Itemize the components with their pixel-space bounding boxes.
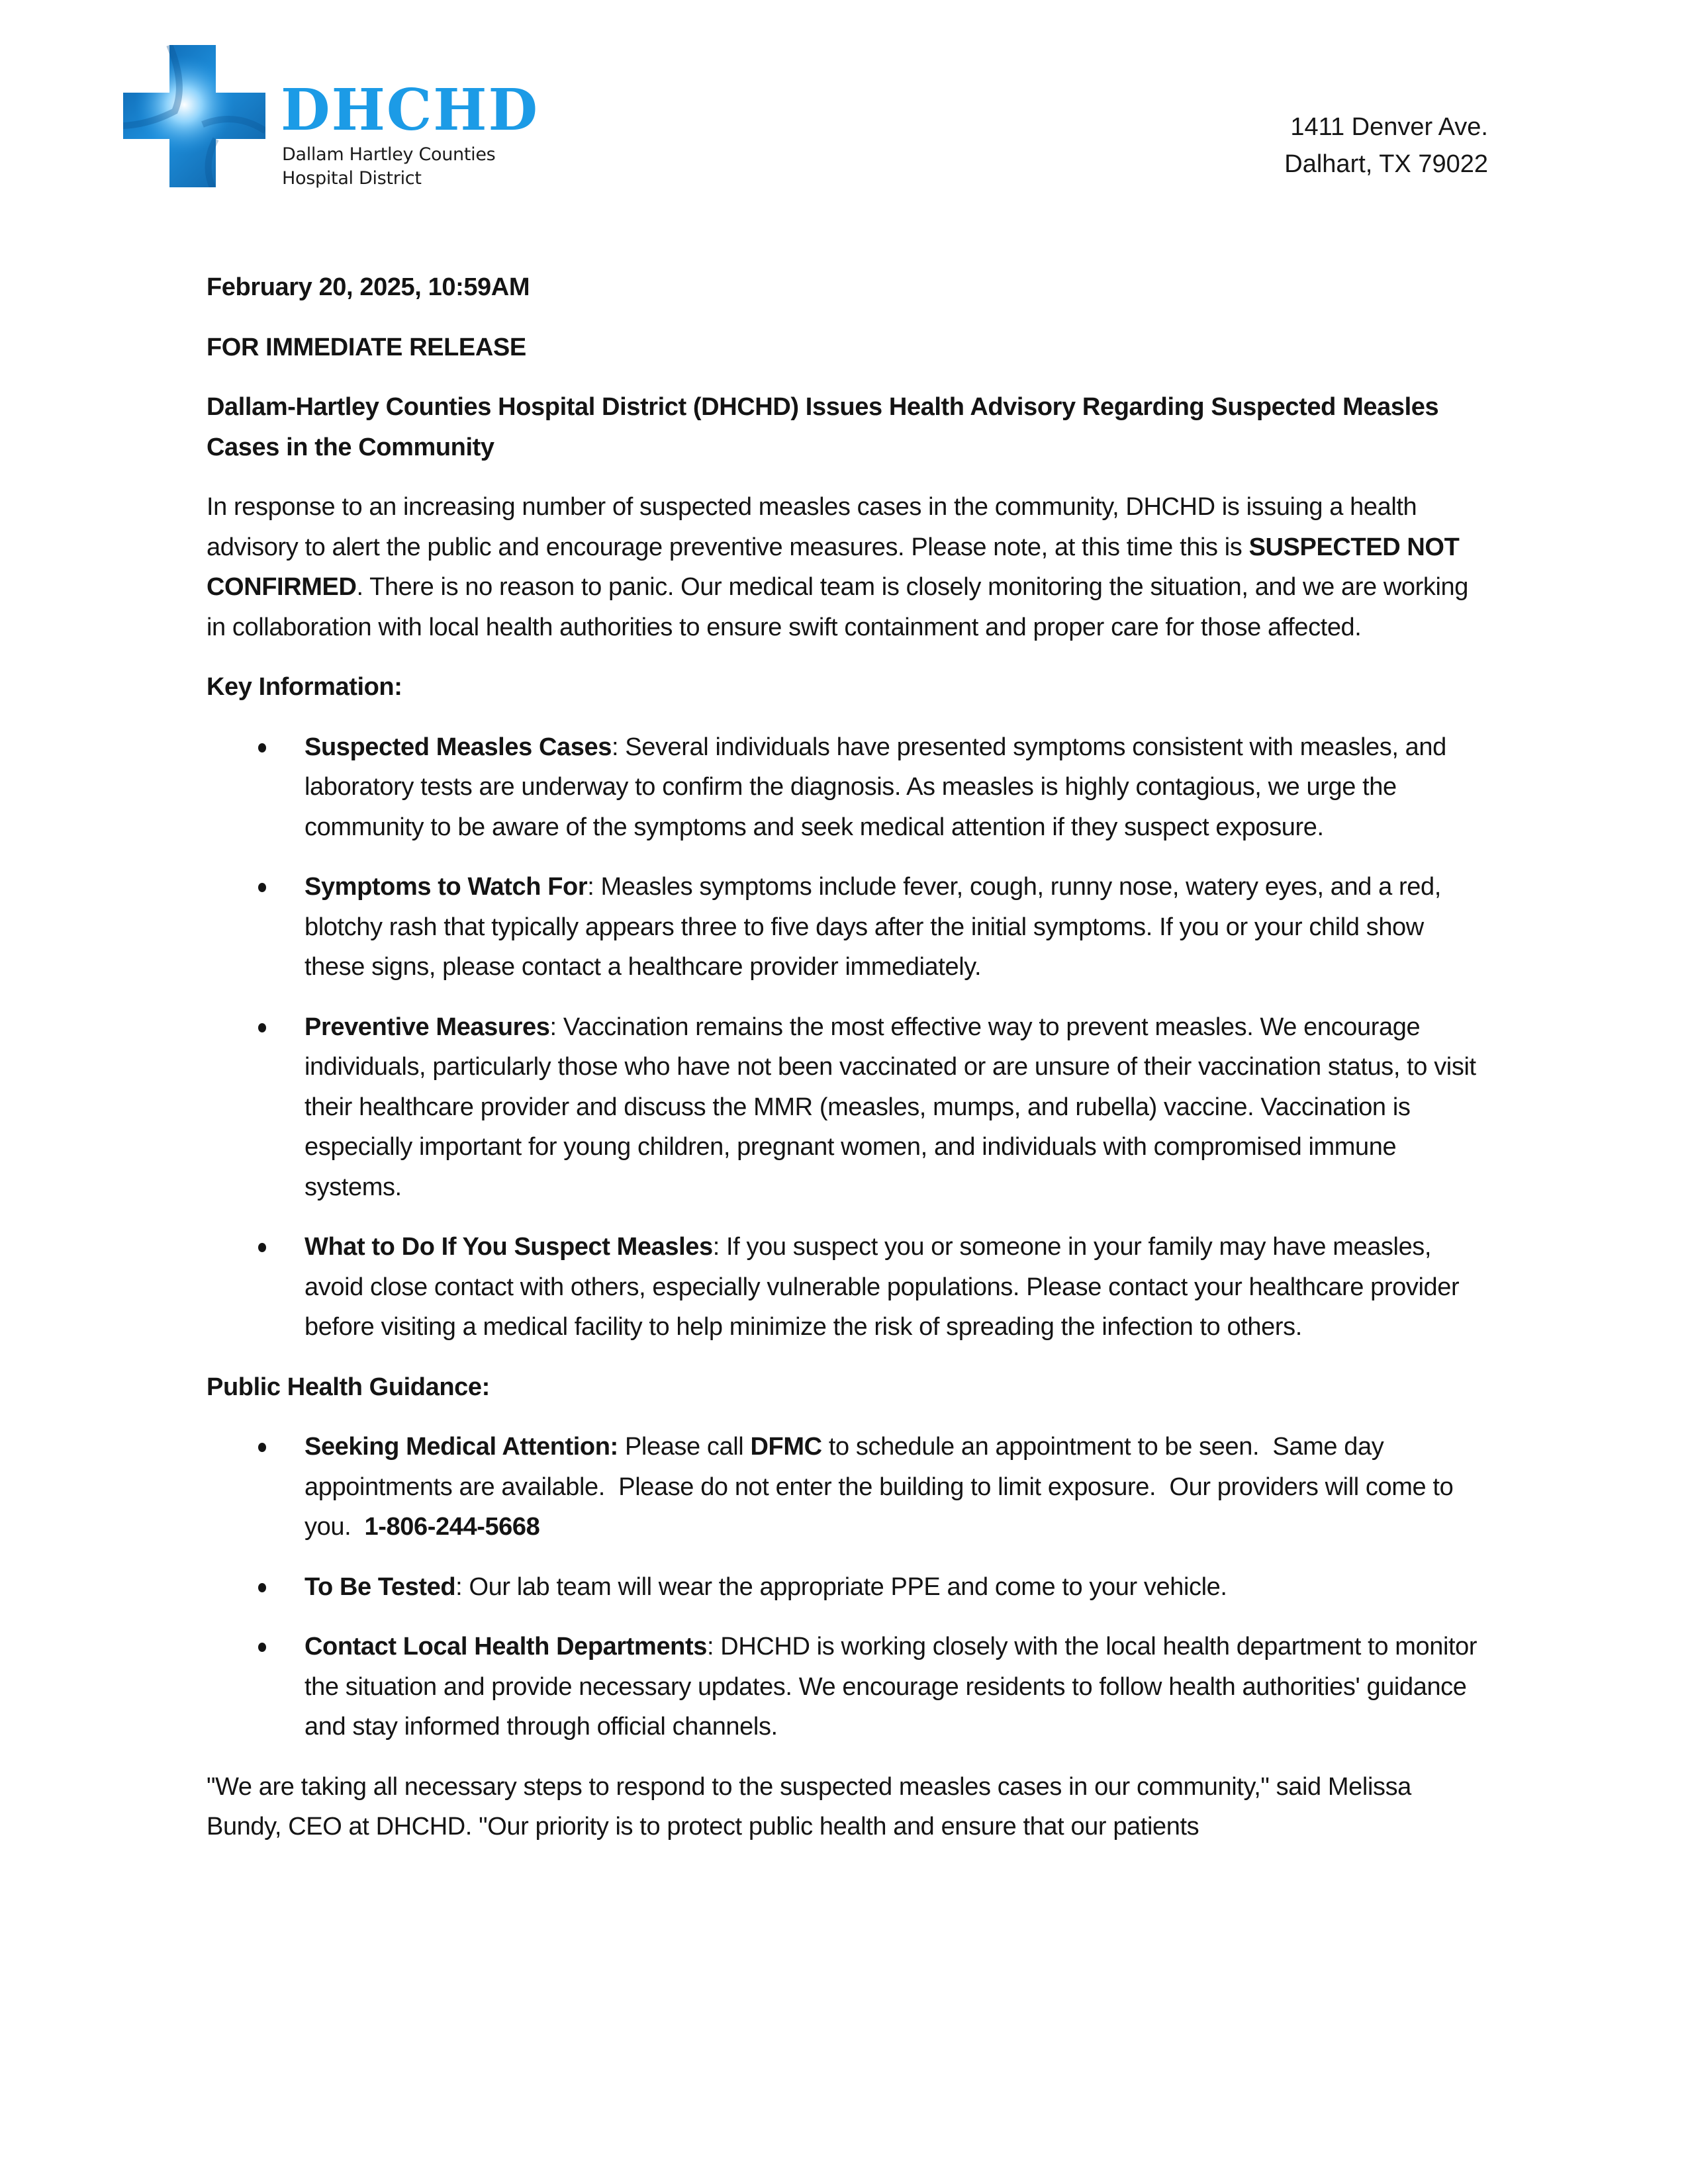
bullet-icon xyxy=(258,1443,266,1452)
key-information-heading: Key Information: xyxy=(207,673,402,701)
list-item-title: What to Do If You Suspect Measles xyxy=(305,1233,713,1261)
release-body xyxy=(207,267,1484,1847)
intro-text-2: . There is no reason to panic. Our medical team is closely monitoring the situation, and we are working in collaboration with local health authorities to ensure swift containment and proper care for those affected. xyxy=(207,573,1469,641)
bullet-icon xyxy=(258,1643,266,1652)
list-item-title: Contact Local Health Departments xyxy=(305,1633,707,1661)
list-item-text: : Our lab team will wear the appropriate PPE and come to your vehicle. xyxy=(455,1572,1227,1601)
list-item-title: Preventive Measures xyxy=(305,1013,550,1041)
logo-subtitle-line-2: Hospital District xyxy=(282,168,422,189)
list-item-text: : Several individuals have presented symptoms consistent with measles, and laboratory tests are underway to confirm the diagnosis. As measles is highly contagious, we urge the community to be aware of the symptoms and seek medical attention if they suspect exposure. xyxy=(305,733,1446,841)
intro-text-1: In response to an increasing number of suspected measles cases in the community, DHCHD is issuing a health advisory to alert the public and encourage preventive measures. Please note, at this time this is xyxy=(207,493,1417,561)
list-item-text: : Vaccination remains the most effective way to prevent measles. We encourage individuals, particularly those who have not been vaccinated or are unsure of their vaccination status, to visit their healthcare provider and discuss the MMR (measles, mumps, and rubella) vaccine. Vaccination is especially important for young children, pregnant women, and individuals with compromised immune systems. xyxy=(305,1013,1476,1201)
list-item-text: : DHCHD is working closely with the local health department to monitor the situation and provide necessary updates. We encourage residents to follow health authorities' guidance and stay informed through official channels. xyxy=(305,1633,1477,1741)
list-item xyxy=(207,1427,1484,1547)
dhchd-logo xyxy=(123,45,539,197)
intro-paragraph xyxy=(207,487,1484,647)
list-item xyxy=(207,1627,1484,1747)
address-line-2: Dalhart, TX 79022 xyxy=(1284,150,1488,178)
list-item xyxy=(207,867,1484,987)
bullet-icon xyxy=(258,1583,266,1592)
ceo-quote: "We are taking all necessary steps to respond to the suspected measles cases in our community," said Melissa Bundy, CEO at DHCHD. "Our priority is to protect public health and ensure that our patients xyxy=(207,1772,1411,1841)
list-item-text: to schedule an appointment to be seen. Same day appointments are available. Please do not enter the building to limit exposure. Our providers will come to you. xyxy=(305,1433,1460,1541)
address-line-1: 1411 Denver Ave. xyxy=(1290,113,1488,141)
list-item-text: : If you suspect you or someone in your family may have measles, avoid close contact with others, especially vulnerable populations. Please contact your healthcare provider before visiting a medical facility to help minimize the risk of spreading the infection to others. xyxy=(305,1233,1460,1341)
list-item-title: Suspected Measles Cases xyxy=(305,733,612,761)
list-item xyxy=(207,1567,1484,1608)
bullet-icon xyxy=(258,1243,266,1252)
release-label: FOR IMMEDIATE RELEASE xyxy=(207,333,526,361)
list-item-text: Please call xyxy=(618,1433,751,1461)
medical-cross-icon xyxy=(123,45,265,187)
list-item-text: : Measles symptoms include fever, cough, runny nose, watery eyes, and a red, blotchy rash that typically appears three to five days after the initial symptoms. If you or your child show these signs, please contact a healthcare provider immediately. xyxy=(305,873,1441,981)
list-item xyxy=(207,1227,1484,1347)
clinic-name: DFMC xyxy=(750,1433,822,1461)
logo-subtitle-line-1: Dallam Hartley Counties xyxy=(282,144,496,165)
list-item xyxy=(207,1007,1484,1208)
phone-number: 1-806-244-5668 xyxy=(364,1513,540,1541)
bullet-icon xyxy=(258,743,266,752)
mailing-address xyxy=(1284,109,1488,183)
list-item-title: To Be Tested xyxy=(305,1572,456,1601)
intro-emphasis: SUSPECTED NOT CONFIRMED xyxy=(207,533,1460,601)
dateline: February 20, 2025, 10:59AM xyxy=(207,273,530,301)
public-health-guidance-list xyxy=(207,1427,1484,1747)
bullet-icon xyxy=(258,883,266,892)
bullet-icon xyxy=(258,1023,266,1032)
logo-wordmark: DHCHD xyxy=(281,77,539,144)
headline: Dallam-Hartley Counties Hospital District (DHCHD) Issues Health Advisory Regarding Suspected Measles Cases in the Community xyxy=(207,393,1439,461)
list-item-title: Symptoms to Watch For xyxy=(305,873,588,901)
list-item xyxy=(207,727,1484,848)
key-information-list xyxy=(207,727,1484,1347)
logo-subtitle xyxy=(282,143,495,191)
public-health-guidance-heading: Public Health Guidance: xyxy=(207,1373,490,1401)
list-item-title: Seeking Medical Attention: xyxy=(305,1433,618,1461)
